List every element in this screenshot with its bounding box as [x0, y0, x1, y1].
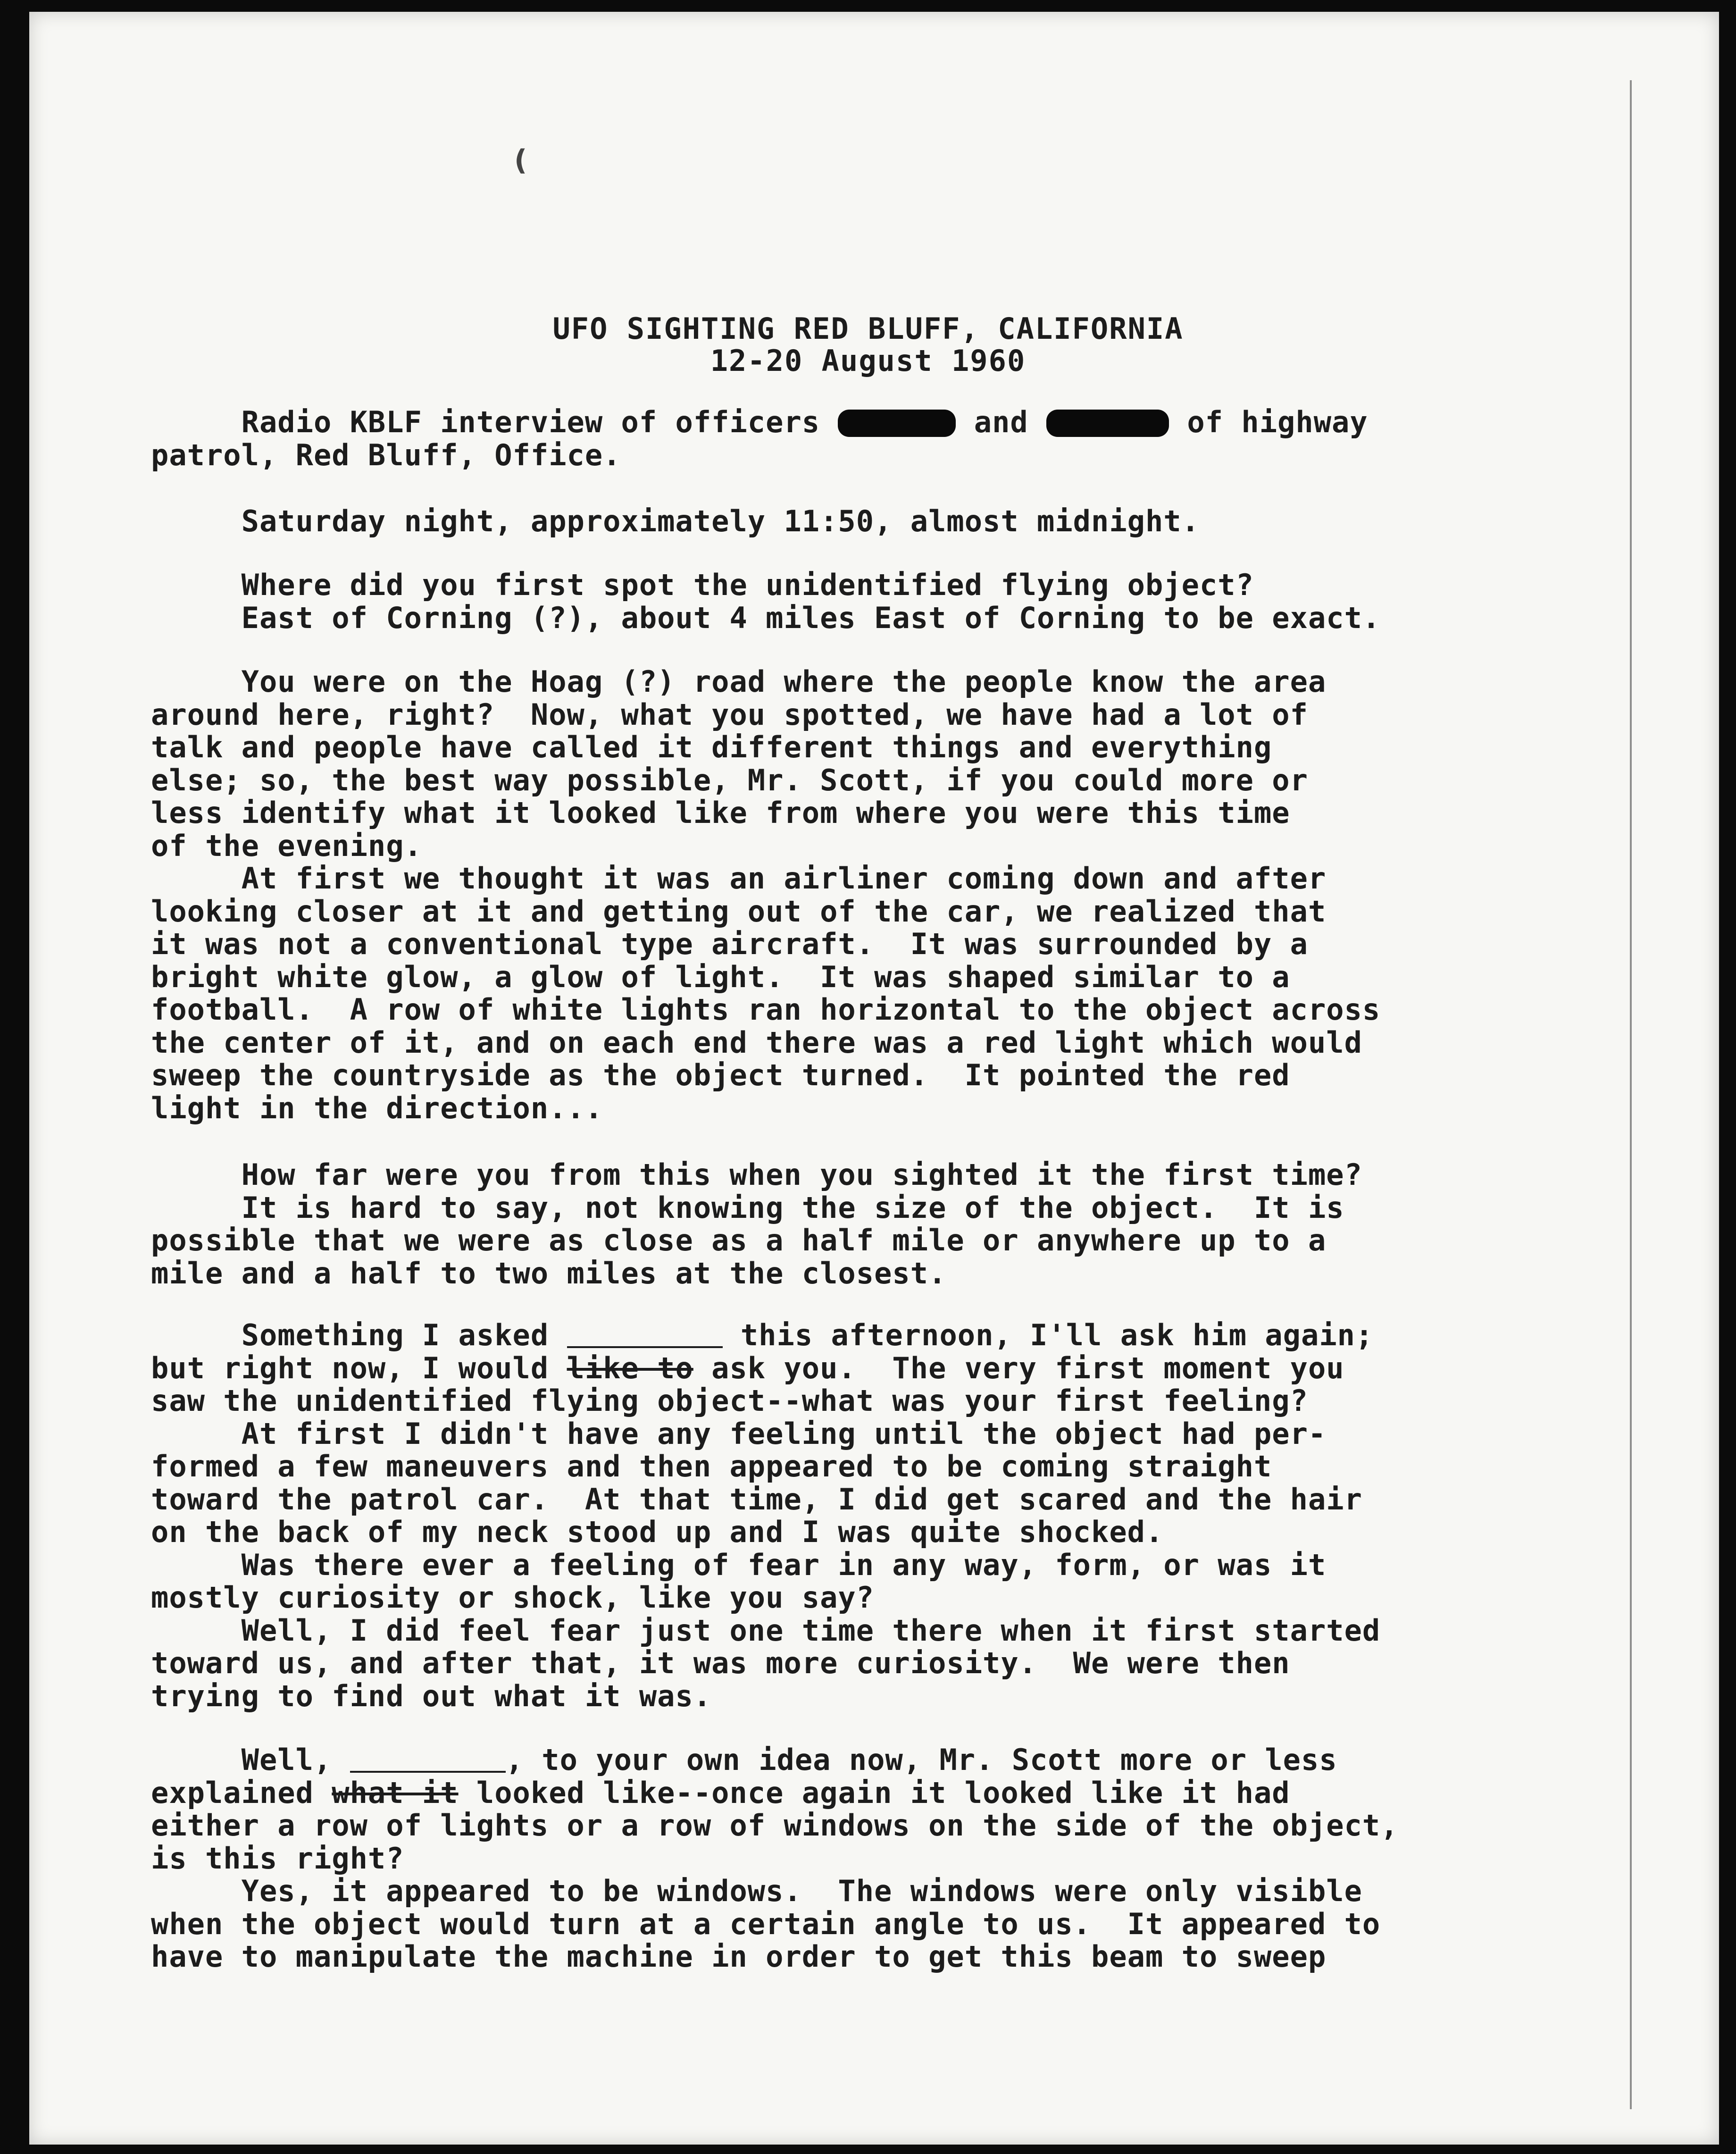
- text-line: less identify what it looked like from where you were this time: [151, 796, 1290, 830]
- text-line: the center of it, and on each end there was a red light which would: [151, 1025, 1362, 1060]
- stray-mark: (: [514, 144, 527, 177]
- text-line: patrol, Red Bluff, Office.: [151, 437, 621, 472]
- text-line: East of Corning (?), about 4 miles East of Corning to be exact.: [151, 600, 1381, 635]
- text-line: Yes, it appeared to be windows. The windows were only visible: [151, 1874, 1362, 1908]
- text-line: formed a few maneuvers and then appeared to be coming straight: [151, 1449, 1272, 1483]
- text-line: talk and people have called it different things and everything: [151, 730, 1272, 764]
- text-line: either a row of lights or a row of windows on the side of the object,: [151, 1808, 1399, 1843]
- text-line: Was there ever a feeling of fear in any way, form, or was it: [151, 1547, 1327, 1582]
- text-line: when the object would turn at a certain angle to us. It appeared to: [151, 1906, 1381, 1941]
- redaction-mark: [1046, 410, 1169, 437]
- text-segment: , to your own idea now, Mr. Scott more or less: [505, 1743, 1337, 1777]
- text-line: football. A row of white lights ran horizontal to the object across: [151, 992, 1381, 1027]
- blank-name-line: [567, 1322, 723, 1348]
- text-line: on the back of my neck stood up and I was quite shocked.: [151, 1515, 1164, 1549]
- text-line: possible that we were as close as a half mile or anywhere up to a: [151, 1223, 1327, 1257]
- text-line: have to manipulate the machine in order to get this beam to sweep: [151, 1939, 1327, 1974]
- text-line: At first we thought it was an airliner coming down and after: [151, 861, 1327, 896]
- text-line: [151, 1743, 1399, 1777]
- paragraph: [151, 1743, 1399, 1973]
- paragraph: [151, 406, 1368, 471]
- text-line: bright white glow, a glow of light. It was shaped similar to a: [151, 959, 1290, 994]
- paragraph: [151, 1158, 1362, 1290]
- text-segment: Radio KBLF interview of officers: [151, 405, 838, 439]
- document-title: UFO SIGHTING RED BLUFF, CALIFORNIA: [552, 311, 1184, 346]
- text-line: How far were you from this when you sighted it the first time?: [151, 1157, 1362, 1192]
- text-line: sweep the countryside as the object turned. It pointed the red: [151, 1058, 1290, 1092]
- text-line: mostly curiosity or shock, like you say?: [151, 1580, 875, 1615]
- text-segment: of highway: [1169, 405, 1368, 439]
- text-line: light in the direction...: [151, 1090, 603, 1125]
- text-line: toward us, and after that, it was more curiosity. We were then: [151, 1646, 1290, 1680]
- text-line: Where did you first spot the unidentified flying object?: [151, 568, 1254, 602]
- text-line: Well, I did feel fear just one time there when it first started: [151, 1613, 1381, 1648]
- text-segment: but right now, I would: [151, 1350, 567, 1385]
- paragraph: [151, 1319, 1380, 1712]
- blank-name-line: [350, 1746, 506, 1773]
- text-segment: explained: [151, 1775, 332, 1810]
- text-segment: ask you. The very first moment you: [693, 1350, 1344, 1385]
- text-segment: and: [956, 405, 1047, 439]
- text-line: else; so, the best way possible, Mr. Scott, if you could more or: [151, 763, 1308, 797]
- paragraph: [151, 505, 1200, 538]
- text-segment: Well,: [151, 1743, 350, 1777]
- document-date: 12-20 August 1960: [710, 344, 1026, 378]
- text-line: [151, 406, 1368, 439]
- text-segment: looked like--once again it looked like it had: [458, 1775, 1290, 1810]
- text-line: toward the patrol car. At that time, I did get scared and the hair: [151, 1482, 1362, 1517]
- text-line: trying to find out what it was.: [151, 1678, 712, 1713]
- redaction-mark: [838, 410, 956, 437]
- text-line: At first I didn't have any feeling until the object had per-: [151, 1416, 1327, 1451]
- text-line: You were on the Hoag (?) road where the people know the area: [151, 664, 1327, 699]
- text-segment: this afternoon, I'll ask him again;: [722, 1318, 1374, 1352]
- text-segment: Something I asked: [151, 1318, 567, 1352]
- text-line: Saturday night, approximately 11:50, almost midnight.: [151, 504, 1200, 538]
- text-line: looking closer at it and getting out of the car, we realized that: [151, 894, 1327, 929]
- text-line: [151, 1352, 1380, 1385]
- struck-text: what it: [332, 1775, 459, 1810]
- text-line: [151, 1319, 1380, 1352]
- text-line: of the evening.: [151, 828, 422, 863]
- text-line: [151, 1777, 1399, 1810]
- text-line: saw the unidentified flying object--what was your first feeling?: [151, 1383, 1308, 1418]
- text-line: It is hard to say, not knowing the size of the object. It is: [151, 1190, 1344, 1225]
- paragraph: [151, 569, 1380, 634]
- text-line: around here, right? Now, what you spotted, we have had a lot of: [151, 697, 1308, 732]
- text-line: it was not a conventional type aircraft. It was surrounded by a: [151, 927, 1308, 961]
- struck-text: like to: [567, 1350, 693, 1385]
- paragraph: [151, 665, 1380, 1124]
- text-line: mile and a half to two miles at the closest.: [151, 1256, 947, 1291]
- text-line: is this right?: [151, 1841, 404, 1876]
